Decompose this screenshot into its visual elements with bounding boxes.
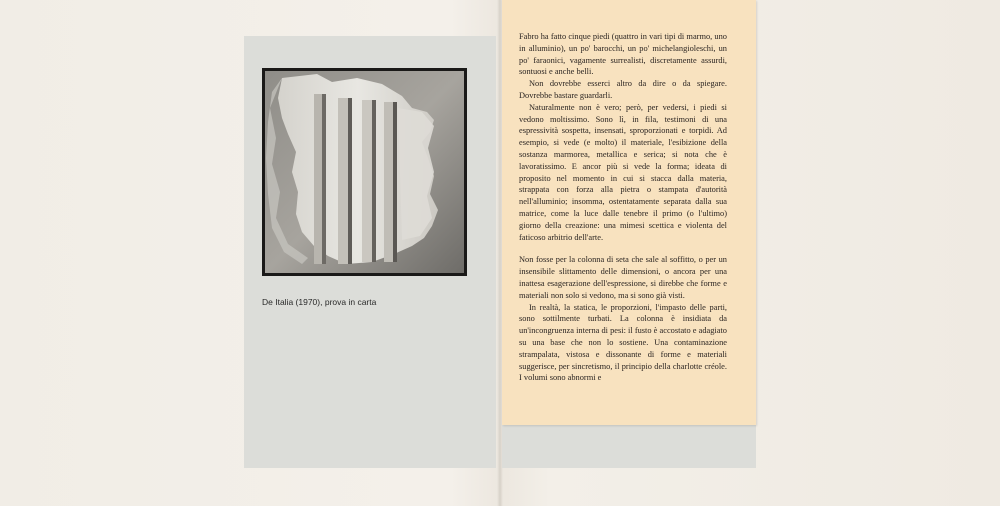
essay-text: [519, 31, 727, 384]
photo-caption: De Italia (1970), prova in carta: [262, 297, 377, 307]
artwork-image: [262, 68, 467, 276]
paragraph: Non dovrebbe esserci altro da dire o da spiegare. Dovrebbe bastare guardarli.: [519, 79, 727, 100]
paragraph: Non fosse per la colonna di seta che sale al soffitto, o per un insensibile slittamento delle dimensioni, o ancora per una inattesa esagerazione dell'espressione, si direbbe che forme e materiali non solo si vedono, ma si sono già visti.: [519, 255, 727, 300]
artwork-photo: [262, 68, 467, 276]
paragraph: Naturalmente non è vero; però, per vedersi, i piedi si vedono moltissimo. Sono lì, in fila, testimoni di una espressività sospetta, insensati, sproporzionati e torpidi. Ad esempio, si vede (e molto) il materiale, l'esibizione della sostanza marmorea, metallica e serica; si nota che è lavoratissimo. E ancor più si vede la forma; ideata di proposito nel momento in cui si stacca dalla materia, strappata con forza alla pietra o stampata d'autorità nell'alluminio; insomma, ostentatamente separata dalla sua matrice, come la luce dalle tenebre il primo (o l'ultimo) giorno della creazione: una mimesi scettica e violenta del faticoso arbitrio dell'arte.: [519, 102, 727, 242]
paragraph: In realtà, la statica, le proporzioni, l'impasto delle parti, sono sottilmente turbati. La colonna è insidiata da un'incongruenza interna di pesi: il fusto è accostato e adagiato su una base che non lo sostiene. Una contaminazione strampalata, vistosa e dissonante di forme e materiali suggerisce, per sincretismo, il principio della charlotte créole. I volumi sono abnormi e: [519, 302, 727, 383]
paragraph: Fabro ha fatto cinque piedi (quattro in vari tipi di marmo, uno in alluminio), un po' barocchi, un po' michelangioleschi, un po' faraonici, vagamente surrealisti, discretamente assurdi, sontuosi e anche belli.: [519, 32, 727, 77]
right-page-plate: [502, 420, 756, 468]
